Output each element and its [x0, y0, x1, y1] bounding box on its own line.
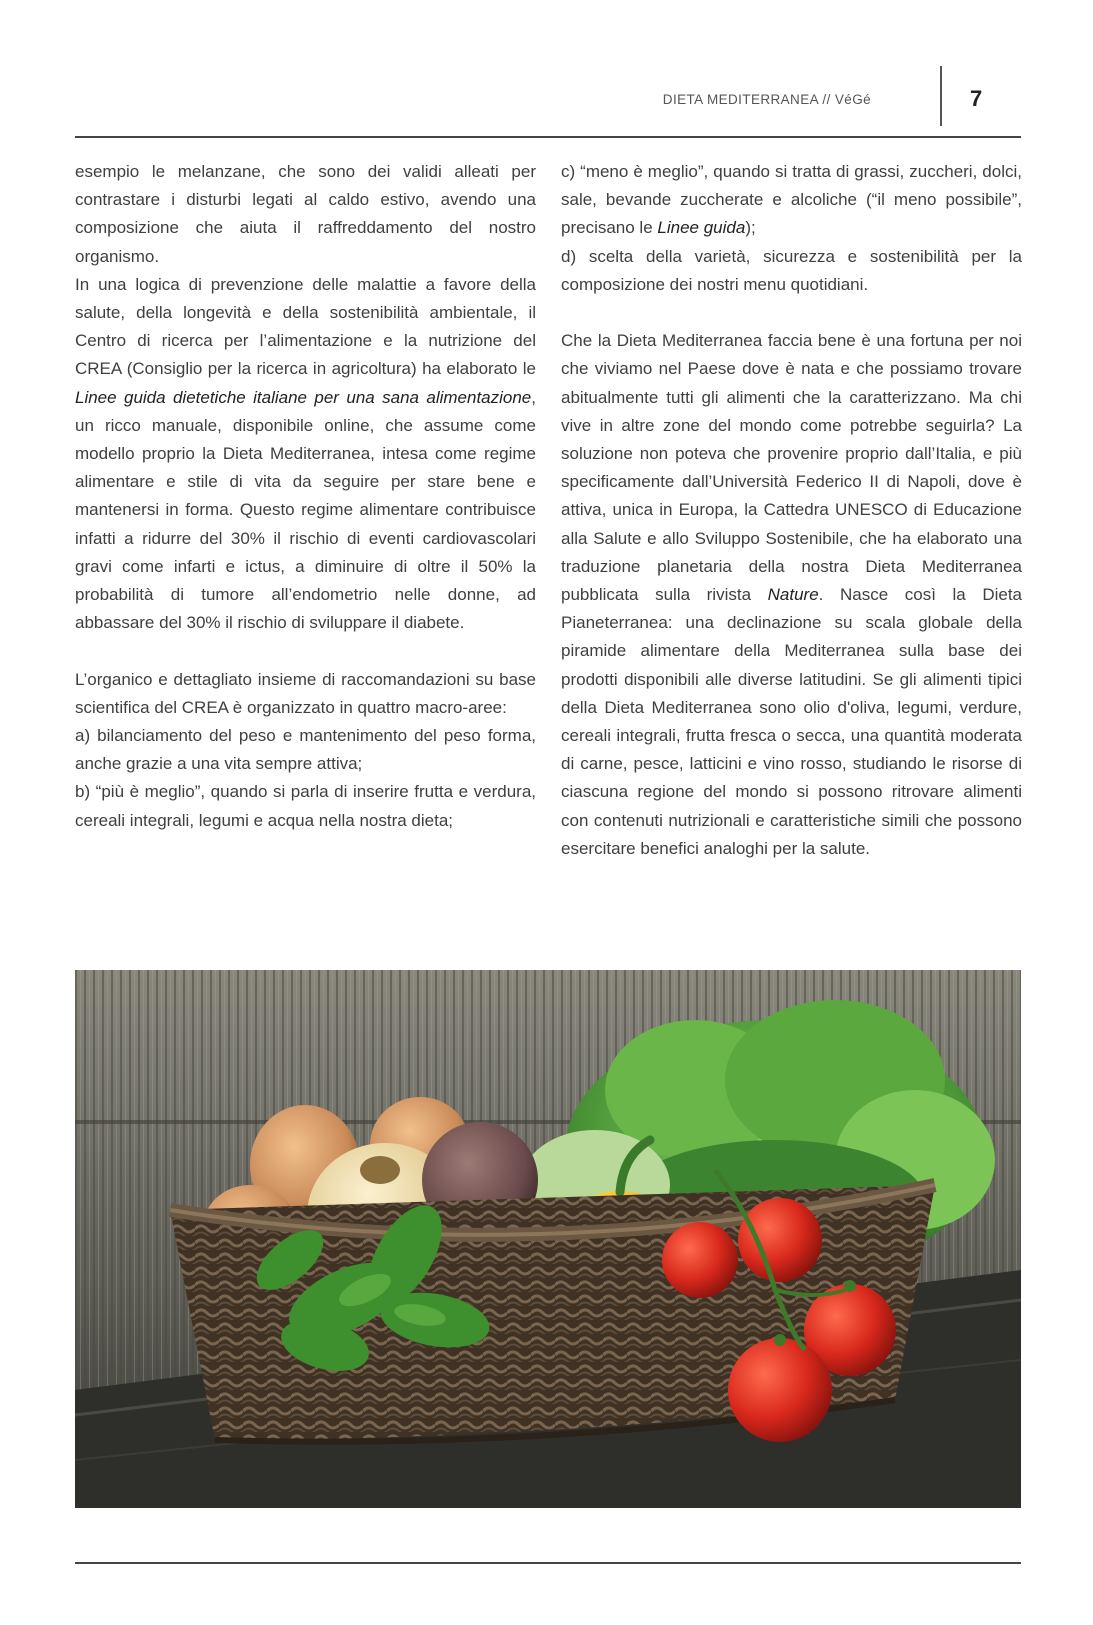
paragraph-eggplant: esempio le melanzane, che sono dei validi alleati per contrastare i disturbi legati al caldo estivo, avendo una composizione che aiuta il raffreddamento del nostro organismo. [75, 162, 536, 266]
nature-journal: Nature [767, 585, 819, 605]
list-item-c: c) “meno è meglio”, quando si tratta di grassi, zuccheri, dolci, sale, bevande zuccherate e alcoliche (“il meno possibile”, precisano le Linee guida); [561, 162, 1022, 238]
list-item-d: d) scelta della varietà, sicurezza e sostenibilità per la composizione dei nostri menu quotidiani. [561, 246, 1022, 294]
paragraph-macro-areas: L’organico e dettagliato insieme di raccomandazioni su base scientifica del CREA è organizzato in quattro macro-aree: [75, 669, 536, 717]
guidelines-title: Linee guida dietetiche italiane per una sana alimentazione [75, 387, 532, 407]
top-rule [75, 136, 1021, 138]
paragraph-crea-guidelines: In una logica di prevenzione delle malattie a favore della salute, della longevità e della sostenibilità ambientale, il Centro di ricerca per l’alimentazione e la nutrizione del CREA (Consiglio per la ricerca in agricoltura) ha elaborato le Linee guida dietetiche italiane per una sana alimentazione, un ricco manuale, disponibile online, che assume come modello proprio la Dieta Mediterranea, intesa come regime alimentare e stile di vita da seguire per stare bene e mantenersi in forma. Questo regime alimentare contribuisce infatti a ridurre del 30% il rischio di eventi cardiovascolari gravi come infarti e ictus, a diminuire di oltre il 50% la probabilità di tumore all’endometrio nelle donne, ad abbassare del 30% il rischio di sviluppare il diabete. [75, 274, 536, 633]
paragraph-pianeterranea: Che la Dieta Mediterranea faccia bene è una fortuna per noi che viviamo nel Paese dove è nata e che possiamo trovare abitualmente tutti gli alimenti che la caratterizzano. Ma chi vive in altre zone del mondo come potrebbe seguirla? La soluzione non poteva che provenire proprio dall’Italia, e più specificamente dall’Università Federico II di Napoli, dove è attiva, unica in Europa, la Cattedra UNESCO di Educazione alla Salute e allo Sviluppo Sostenibile, che ha elaborato una traduzione planetaria della nostra Dieta Mediterranea pubblicata sulla rivista Nature. Nasce così la Dieta Pianeterranea: una declinazione su scala globale della piramide alimentare della Mediterranea sulla base dei prodotti disponibili alle diverse latitudini. Se gli alimenti tipici della Dieta Mediterranea sono olio d'oliva, legumi, verdure, cereali integrali, frutta fresca o secca, una quantità moderata di carne, pesce, latticini e vino rosso, studiando le risorse di ciascuna regione del mondo si possono ritrovare alimenti con contenuti nutrizionali e caratteristiche simili che possono esercitare benefici analoghi per la salute. [561, 331, 1022, 858]
vegetable-basket-photo [75, 970, 1021, 1508]
page-number: 7 [970, 86, 983, 111]
guidelines-short-title: Linee guida [657, 218, 746, 238]
right-column [561, 158, 1022, 863]
list-item-b: b) “più è meglio”, quando si parla di inserire frutta e verdura, cereali integrali, legumi e acqua nella nostra dieta; [75, 782, 536, 830]
left-column [75, 158, 536, 835]
running-header: DIETA MEDITERRANEA // VéGé [662, 92, 871, 107]
list-item-a: a) bilanciamento del peso e mantenimento del peso forma, anche grazie a una vita sempre attiva; [75, 726, 536, 774]
bottom-rule [75, 1562, 1021, 1564]
header-vertical-divider [940, 66, 942, 126]
